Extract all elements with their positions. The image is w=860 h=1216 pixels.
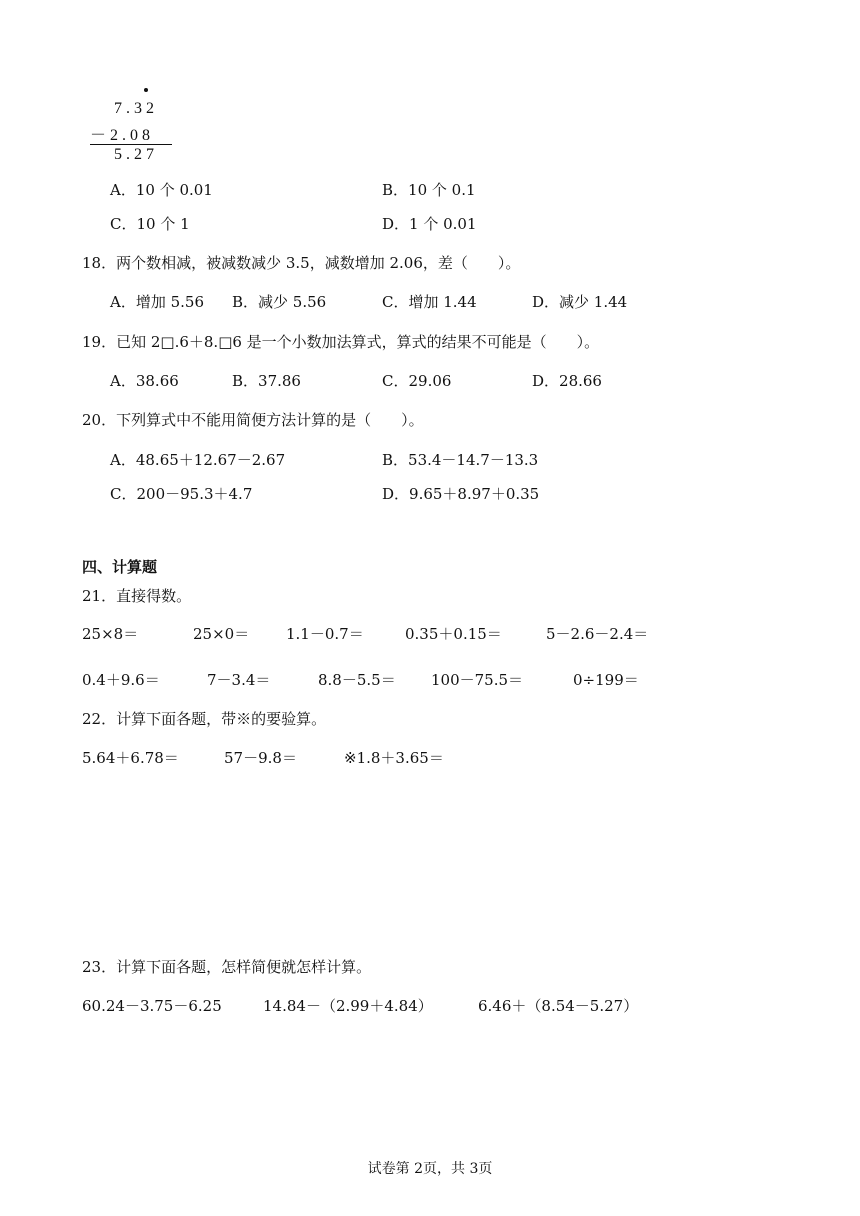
q21-item: 0.35＋0.15＝: [405, 625, 502, 643]
carry-dot: [144, 88, 148, 92]
subtrahend: －2.08: [90, 127, 155, 144]
q21-item: 7－3.4＝: [207, 671, 271, 689]
q17-option-c: C．10 个 1: [110, 215, 190, 233]
page-footer: 试卷第 2页，共 3页: [367, 1161, 493, 1177]
q20-option-c: C．200－95.3＋4.7: [110, 485, 253, 503]
q20-stem: 20．下列算式中不能用简便方法计算的是（ ）。: [82, 411, 424, 429]
result-line: [90, 144, 172, 145]
q21-item: 8.8－5.5＝: [318, 671, 396, 689]
q17-option-a: A．10 个 0.01: [110, 181, 213, 199]
q18-option-c: C．增加 1.44: [382, 293, 477, 311]
q23-item: 14.84－（2.99＋4.84）: [263, 997, 433, 1015]
q21-item: 0÷199＝: [573, 671, 639, 689]
q19-option-c: C．29.06: [382, 372, 452, 390]
q21-item: 100－75.5＝: [431, 671, 524, 689]
q21-item: 25×0＝: [193, 625, 250, 643]
q18-option-a: A．增加 5.56: [110, 293, 204, 311]
q18-option-d: D．减少 1.44: [532, 293, 628, 311]
q21-item: 1.1－0.7＝: [286, 625, 364, 643]
q19-stem: 19．已知 2□.6＋8.□6 是一个小数加法算式，算式的结果不可能是（ ）。: [82, 333, 600, 351]
q17-option-d: D．1 个 0.01: [382, 215, 477, 233]
vertical-subtraction: [90, 88, 180, 168]
q23-item: 60.24－3.75－6.25: [82, 997, 222, 1015]
q19-option-a: A．38.66: [110, 372, 179, 390]
q18-stem: 18．两个数相减，被减数减少 3.5，减数增加 2.06，差（ ）。: [82, 254, 521, 272]
q21-item: 5－2.6－2.4＝: [546, 625, 649, 643]
q23-stem: 23．计算下面各题，怎样简便就怎样计算。: [82, 958, 372, 976]
q18-option-b: B．减少 5.56: [232, 293, 327, 311]
q17-option-b: B．10 个 0.1: [382, 181, 476, 199]
q20-option-a: A．48.65＋12.67－2.67: [110, 451, 286, 469]
q19-option-d: D．28.66: [532, 372, 602, 390]
difference: 5.27: [114, 146, 158, 163]
q22-stem: 22．计算下面各题，带※的要验算。: [82, 710, 327, 728]
q20-option-b: B．53.4－14.7－13.3: [382, 451, 539, 469]
q23-item: 6.46＋（8.54－5.27）: [478, 997, 639, 1015]
minuend: 7.32: [114, 100, 158, 117]
q22-item: 57－9.8＝: [224, 749, 297, 767]
q19-option-b: B．37.86: [232, 372, 301, 390]
section-title: 四、计算题: [82, 558, 158, 576]
q22-item: 5.64＋6.78＝: [82, 749, 179, 767]
q21-item: 0.4＋9.6＝: [82, 671, 160, 689]
q21-stem: 21．直接得数。: [82, 587, 192, 605]
q20-option-d: D．9.65＋8.97＋0.35: [382, 485, 540, 503]
q22-item: ※1.8＋3.65＝: [344, 749, 444, 767]
q21-item: 25×8＝: [82, 625, 139, 643]
